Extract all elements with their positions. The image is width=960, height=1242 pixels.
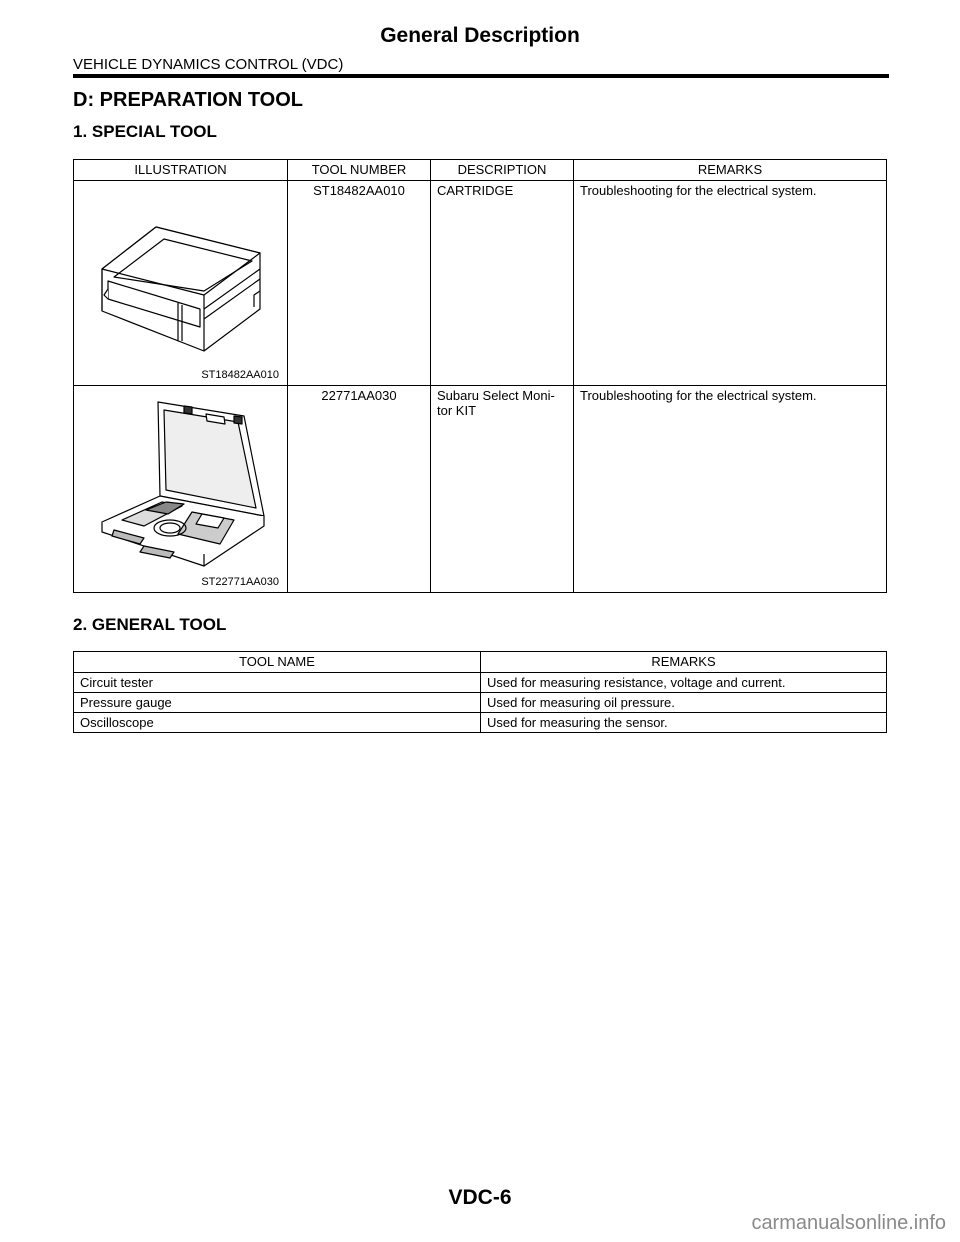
description-cell: CARTRIDGE (431, 181, 574, 386)
remarks-cell: Troubleshooting for the electrical system. (574, 181, 887, 386)
header-rule (73, 74, 889, 78)
illustration-label: ST22771AA030 (201, 576, 279, 588)
tool-name-cell: Oscilloscope (74, 713, 481, 733)
cartridge-icon (74, 181, 287, 385)
tool-case-icon (74, 386, 287, 592)
column-header: TOOL NAME (74, 652, 481, 673)
table-row (74, 181, 887, 386)
table-row (74, 693, 887, 713)
page-title: General Description (380, 24, 580, 47)
remarks-cell: Used for measuring the sensor. (481, 713, 887, 733)
column-header: REMARKS (574, 160, 887, 181)
cartridge-illustration (74, 181, 287, 385)
column-header: DESCRIPTION (431, 160, 574, 181)
table-row (74, 673, 887, 693)
table-header-row (74, 160, 887, 181)
special-tool-heading: 1. SPECIAL TOOL (73, 122, 217, 141)
tool-number-cell: 22771AA030 (288, 386, 431, 593)
general-tool-table (73, 651, 887, 733)
general-tool-heading: 2. GENERAL TOOL (73, 615, 227, 634)
main-heading: D: PREPARATION TOOL (73, 89, 303, 111)
table-row (74, 386, 887, 593)
column-header: ILLUSTRATION (74, 160, 288, 181)
tool-name-cell: Pressure gauge (74, 693, 481, 713)
description-cell: Subaru Select Moni- tor KIT (431, 386, 574, 593)
monitor-kit-illustration (74, 386, 287, 592)
page-number: VDC-6 (448, 1186, 512, 1209)
column-header: TOOL NUMBER (288, 160, 431, 181)
remarks-cell: Troubleshooting for the electrical system. (574, 386, 887, 593)
section-name: VEHICLE DYNAMICS CONTROL (VDC) (73, 56, 344, 73)
column-header: REMARKS (481, 652, 887, 673)
illustration-cell (74, 386, 288, 593)
watermark: carmanualsonline.info (751, 1212, 946, 1234)
tool-number-cell: ST18482AA010 (288, 181, 431, 386)
table-header-row (74, 652, 887, 673)
table-row (74, 713, 887, 733)
remarks-cell: Used for measuring resistance, voltage and current. (481, 673, 887, 693)
illustration-label: ST18482AA010 (201, 369, 279, 381)
illustration-cell (74, 181, 288, 386)
remarks-cell: Used for measuring oil pressure. (481, 693, 887, 713)
tool-name-cell: Circuit tester (74, 673, 481, 693)
special-tool-table (73, 159, 887, 593)
